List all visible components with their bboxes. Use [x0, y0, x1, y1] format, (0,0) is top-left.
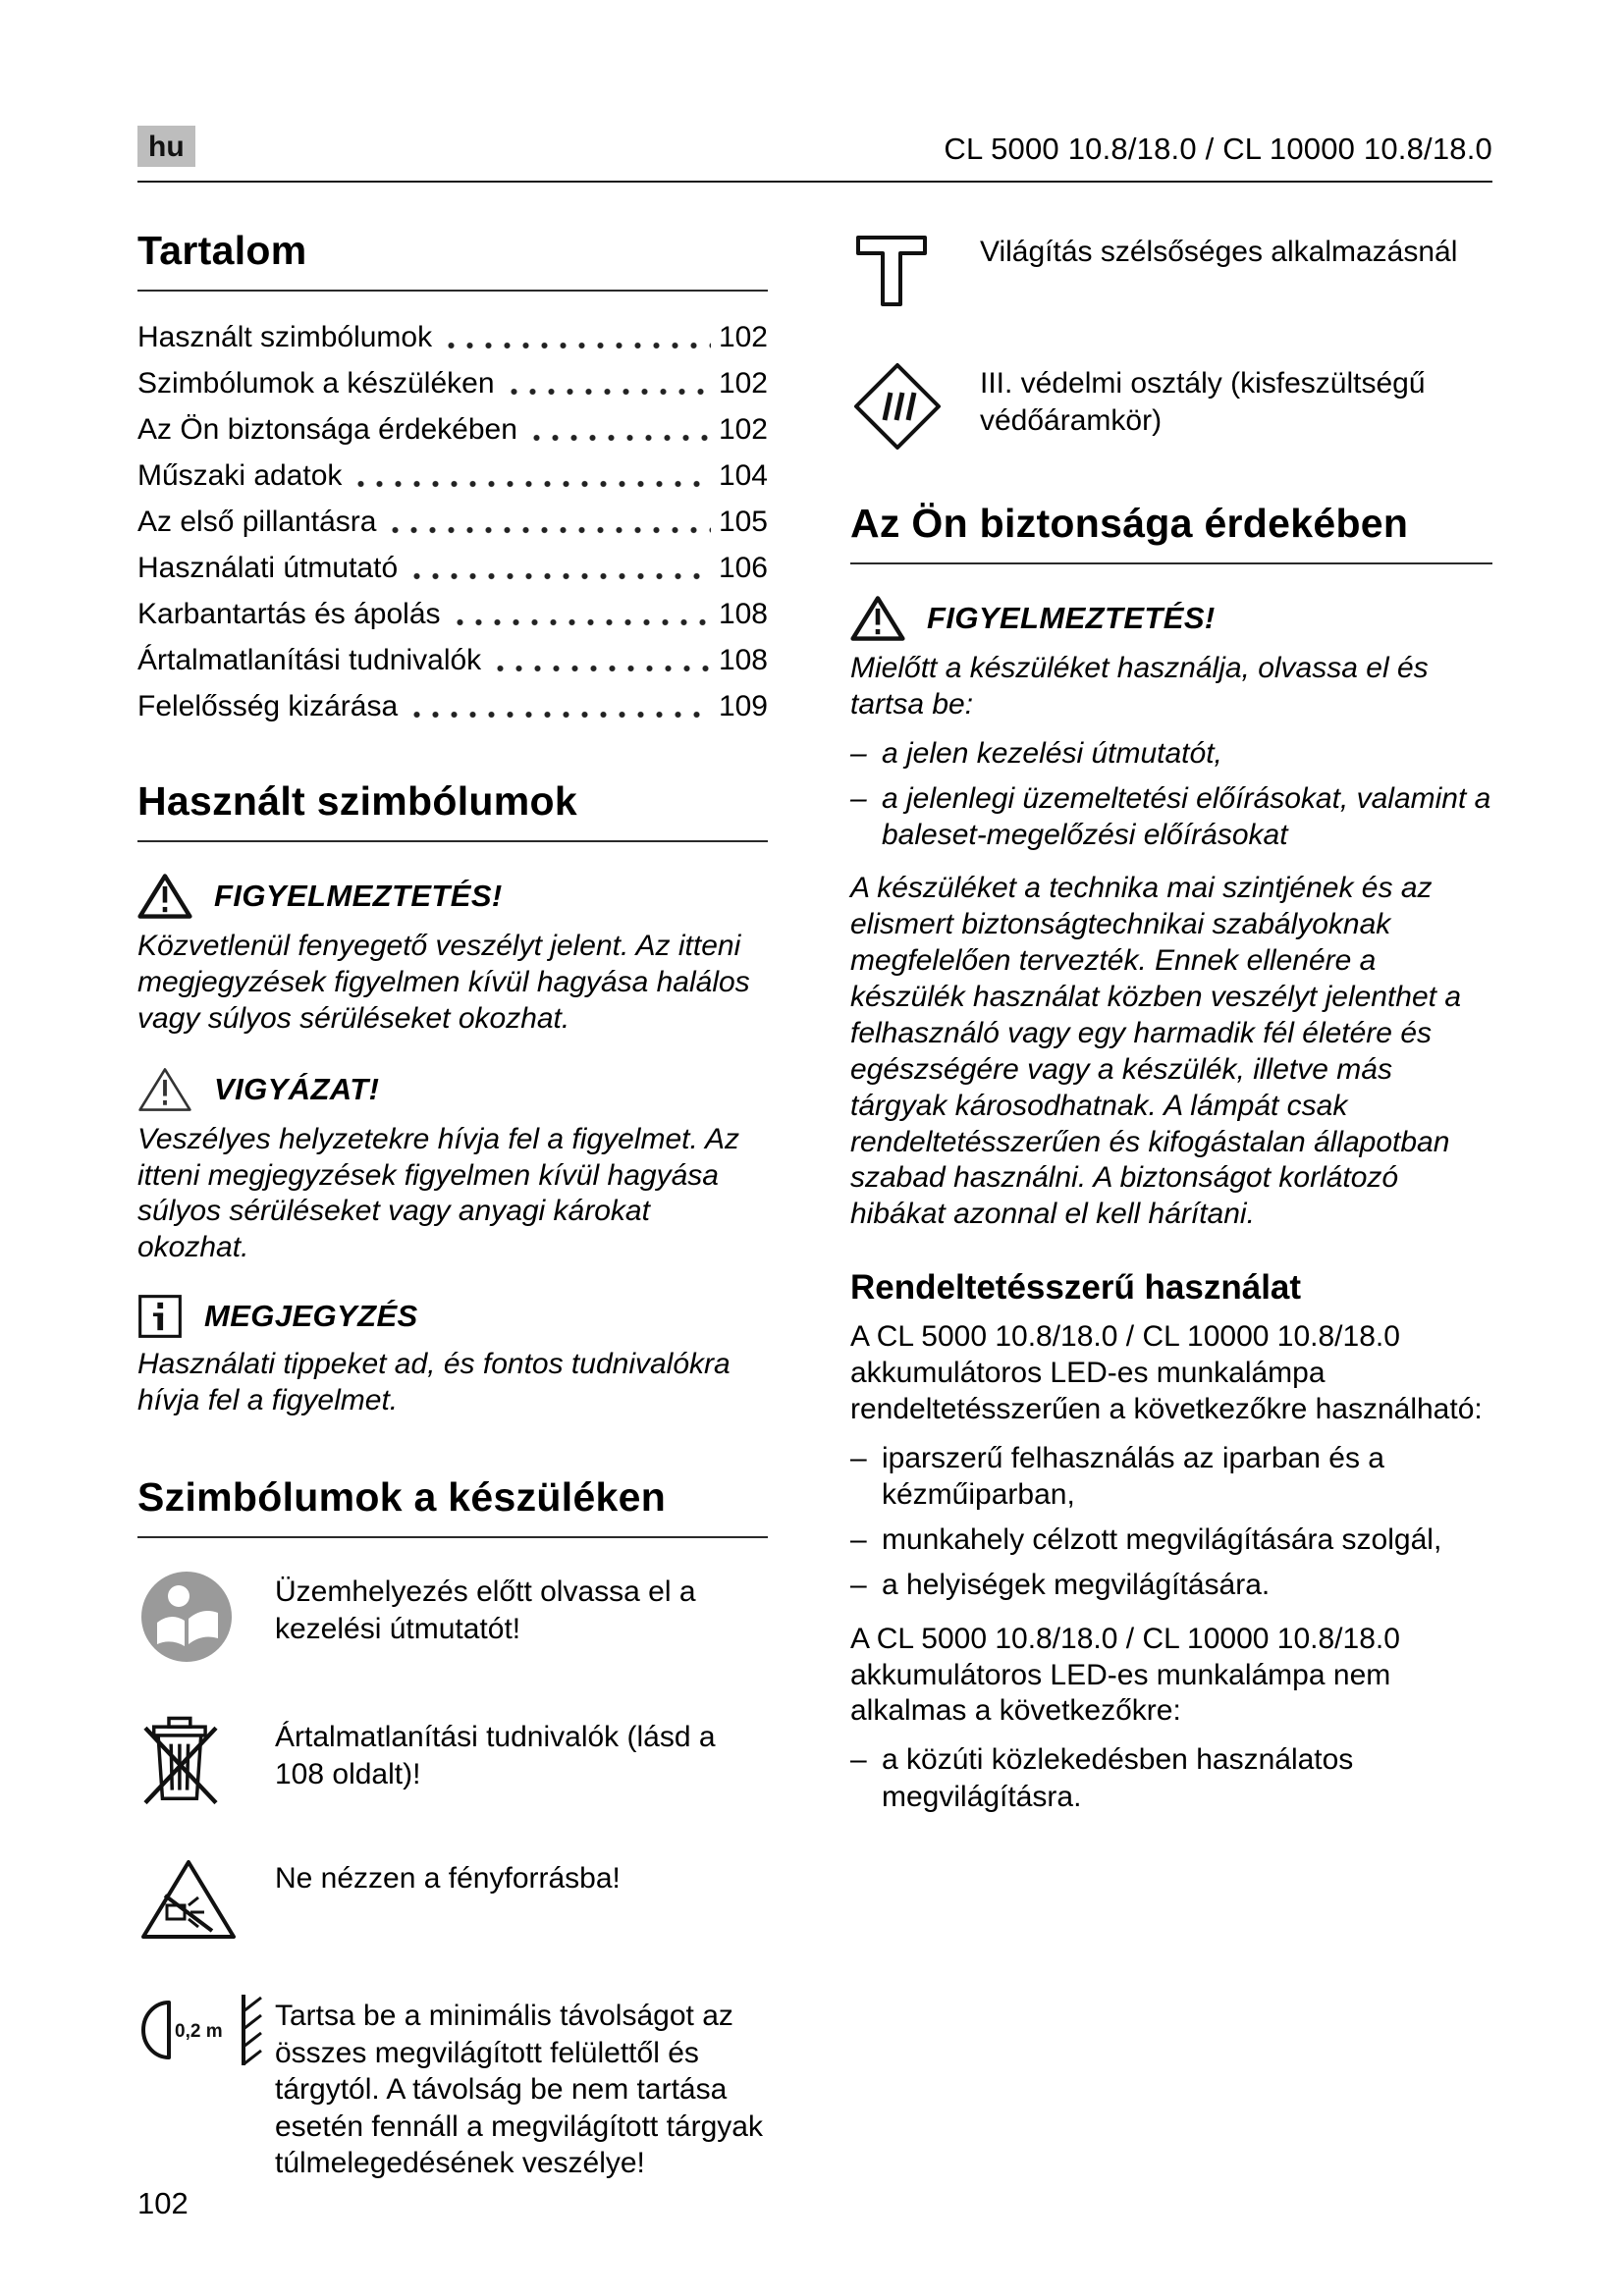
- safety-intro: Mielőtt a készüléket használja, olvassa el és tartsa be:: [850, 652, 1429, 721]
- warning-text: Közvetlenül fenyegető veszélyt jelent. Az itteni megjegyzések figyelmen kívül hagyása halálos vagy súlyos sérüléseket okozhat.: [137, 930, 750, 1035]
- device-symbol-text: Világítás szélsőséges alkalmazásnál: [980, 236, 1458, 268]
- device-symbol-text: Ne nézzen a fényforrásba!: [275, 1862, 621, 1896]
- toc-entry-label: Szimbólumok a készüléken: [137, 367, 495, 400]
- toc-entry-label: Karbantartás és ápolás: [137, 598, 441, 630]
- toc-entry-page: 105: [718, 506, 768, 538]
- symbols-used-title: Használt szimbólumok: [137, 778, 768, 842]
- toc-entry-page: 108: [718, 644, 768, 676]
- toc-entry-page: 102: [718, 367, 768, 400]
- safety-title: Az Ön biztonsága érdekében: [850, 501, 1492, 564]
- toc-title: Tartalom: [137, 228, 768, 292]
- list-item-text: – a jelen kezelési útmutatót,: [882, 736, 1222, 770]
- toc-entry: [137, 552, 768, 585]
- list-item: [850, 1567, 1492, 1603]
- not-suitable-intro: A CL 5000 10.8/18.0 / CL 10000 10.8/18.0 akkumulátoros LED-es munkalámpa nem alkalmas a következőkre:: [850, 1622, 1400, 1728]
- caution-block: [137, 1065, 768, 1267]
- note-info-icon: [137, 1294, 183, 1339]
- toc-leader-dots: [527, 433, 711, 443]
- toc-leader-dots: [407, 571, 711, 581]
- toc-entry-label: Ártalmatlanítási tudnivalók: [137, 644, 482, 676]
- toc-entry-label: Az Ön biztonsága érdekében: [137, 413, 517, 446]
- extreme-lighting-icon: [850, 228, 980, 312]
- left-column: [137, 228, 768, 2229]
- read-manual-icon: [137, 1568, 275, 1666]
- warning-block: [137, 872, 768, 1038]
- list-item: [850, 735, 1492, 772]
- symbols-on-device-title: Szimbólumok a készüléken: [137, 1474, 768, 1538]
- caution-label: VIGYÁZAT!: [214, 1071, 380, 1106]
- toc-entry-label: Felelősség kizárása: [137, 690, 399, 722]
- safety-warning-label: FIGYELMEZTETÉS!: [927, 601, 1216, 635]
- list-item-text: – iparszerű felhasználás az iparban és a kézműiparban,: [882, 1441, 1384, 1512]
- toc-leader-dots: [352, 479, 711, 489]
- page-footer: [137, 2186, 189, 2221]
- toc-leader-dots: [505, 387, 711, 397]
- toc-entry: [137, 506, 768, 539]
- header-model-title: CL 5000 10.8/18.0 / CL 10000 10.8/18.0: [944, 132, 1492, 166]
- device-symbol-text: III. védelmi osztály (kisfeszültségű védőáramkör): [980, 367, 1426, 437]
- page-header: [137, 126, 1492, 181]
- safety-warning-block: [850, 594, 1492, 1233]
- header-divider: [137, 181, 1492, 183]
- list-item: [850, 1522, 1492, 1558]
- warning-triangle-icon: [850, 594, 905, 643]
- toc-entry: [137, 413, 768, 447]
- table-of-contents: [137, 321, 768, 723]
- toc-entry: [137, 690, 768, 723]
- minimum-distance-icon: [137, 1992, 275, 2068]
- caution-triangle-icon: [137, 1065, 192, 1114]
- toc-entry-page: 109: [718, 690, 768, 722]
- device-symbol-text: Tartsa be a minimális távolságot az összes megvilágított felülettől és tárgytól. A távolság be nem tartása esetén fennáll a megvilágított tárgyak túlmelegedésének veszélye!: [275, 2000, 763, 2180]
- toc-entry-page: 102: [718, 413, 768, 446]
- safety-warning-head: [850, 594, 1492, 643]
- note-label: MEGJEGYZÉS: [204, 1299, 418, 1334]
- warning-head: [137, 872, 768, 921]
- safety-body: A készüléket a technika mai szintjének és az elismert biztonságtechnikai szabályoknak megfelelően tervezték. Ennek ellenére a készülék használat közben veszélyt jelenthet a felhasználó vagy egy harmadik fél életére és egészségére vagy a készülék, illetve más tárgyak károsodhatnak. A lámpát csak rendeltetésszerűen és kifogástalan állapotban szabad használni. A biztonságot korlátozó hibákat azonnal el kell hárítani.: [850, 872, 1462, 1231]
- list-item-text: – a jelenlegi üzemeltetési előírásokat, valamint a baleset-megelőzési előírásokat: [882, 781, 1491, 852]
- device-symbol-text: Üzemhelyezés előtt olvassa el a kezelési útmutatót!: [275, 1575, 696, 1645]
- toc-leader-dots: [442, 341, 711, 350]
- list-item: [850, 1741, 1492, 1814]
- device-symbol-row: [850, 228, 1492, 312]
- toc-leader-dots: [407, 710, 711, 720]
- device-symbol-row: [137, 1992, 768, 2182]
- distance-label: 0,2 m: [175, 2021, 223, 2043]
- list-item: [850, 1440, 1492, 1513]
- not-suitable-list: [850, 1741, 1492, 1814]
- device-symbol-row: [137, 1568, 768, 1666]
- page-content: [137, 126, 1492, 2229]
- note-block: [137, 1294, 768, 1419]
- toc-leader-dots: [491, 664, 711, 673]
- list-item: [850, 780, 1492, 853]
- no-look-light-icon: [137, 1854, 275, 1945]
- toc-entry-page: 102: [718, 321, 768, 353]
- list-item-text: – munkahely célzott megvilágítására szolgál,: [882, 1523, 1442, 1557]
- toc-entry: [137, 644, 768, 677]
- disposal-crossed-bin-icon: [137, 1713, 275, 1807]
- note-text: Használati tippeket ad, és fontos tudnivalókra hívja fel a figyelmet.: [137, 1348, 731, 1417]
- toc-leader-dots: [451, 617, 711, 627]
- note-head: [137, 1294, 768, 1339]
- warning-label: FIGYELMEZTETÉS!: [214, 879, 503, 913]
- caution-text: Veszélyes helyzetekre hívja fel a figyelmet. Az itteni megjegyzések figyelmen kívül hagyása súlyos sérüléseket vagy anyagi károkat okozhat.: [137, 1122, 740, 1264]
- toc-entry: [137, 321, 768, 354]
- right-column: [850, 228, 1492, 2229]
- toc-entry-label: Műszaki adatok: [137, 459, 343, 492]
- device-symbol-row: [850, 359, 1492, 454]
- device-symbol-text: Ártalmatlanítási tudnivalók (lásd a 108 oldalt)!: [275, 1721, 716, 1790]
- intended-use-intro: A CL 5000 10.8/18.0 / CL 10000 10.8/18.0 akkumulátoros LED-es munkalámpa rendeltetésszerűen a következőkre használható:: [850, 1320, 1483, 1426]
- toc-entry-page: 104: [718, 459, 768, 492]
- page-number: 102: [137, 2186, 189, 2220]
- language-badge: hu: [137, 126, 195, 167]
- toc-entry-page: 108: [718, 598, 768, 630]
- toc-entry: [137, 598, 768, 631]
- warning-triangle-icon: [137, 872, 192, 921]
- toc-entry-label: Használati útmutató: [137, 552, 399, 584]
- toc-entry-label: Használt szimbólumok: [137, 321, 433, 353]
- toc-leader-dots: [386, 525, 710, 535]
- caution-head: [137, 1065, 768, 1114]
- toc-entry-label: Az első pillantásra: [137, 506, 377, 538]
- toc-entry-page: 106: [718, 552, 768, 584]
- device-symbol-row: [137, 1713, 768, 1807]
- list-item-text: – a helyiségek megvilágítására.: [882, 1569, 1271, 1602]
- device-symbol-row: [137, 1854, 768, 1945]
- toc-entry: [137, 367, 768, 400]
- intended-use-list: [850, 1440, 1492, 1604]
- protection-class-iii-icon: [850, 359, 980, 454]
- toc-entry: [137, 459, 768, 493]
- safety-bullet-list: [850, 735, 1492, 854]
- list-item-text: – a közúti közlekedésben használatos megvilágításra.: [882, 1743, 1354, 1813]
- intended-use-title: Rendeltetésszerű használat: [850, 1268, 1302, 1308]
- two-column-layout: [137, 228, 1492, 2229]
